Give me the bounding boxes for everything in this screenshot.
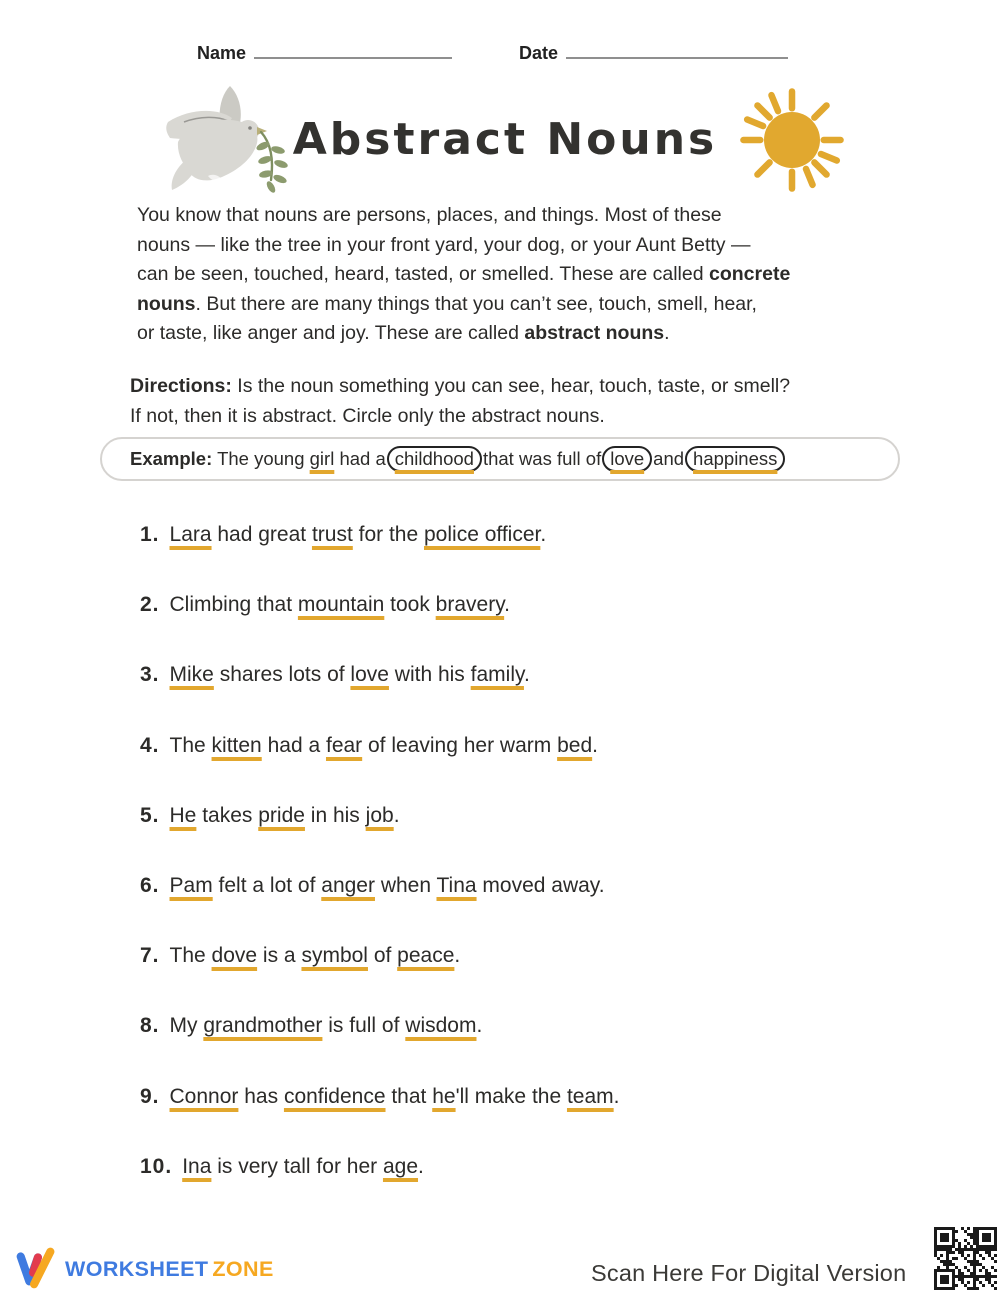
text-run: felt a lot of [212,873,322,897]
question-row [140,1082,620,1112]
question-text [170,520,547,550]
text-run: took [384,593,436,617]
sun-icon [736,84,848,196]
underlined-word: family [470,663,524,687]
underlined-word: fear [325,733,363,757]
question-number: 7. [140,944,160,968]
text-run: The young [212,447,310,469]
text-run: The [169,944,212,968]
question-row [140,941,620,971]
underlined-word: mountain [297,593,385,617]
text-run: . [592,733,598,757]
underlined-word: bed [557,733,593,757]
underlined-word: job [365,803,394,827]
question-row [140,801,620,831]
question-number: 3. [140,663,160,687]
text-run: can be seen, touched, heard, tasted, or smelled. These are called [137,263,709,286]
directions [130,371,790,431]
underlined-word: dove [211,944,258,968]
text-run: You know that nouns are persons, places, and things. Most of these [137,204,722,226]
text-run: that was full of [482,447,602,469]
question-number: 9. [140,1084,160,1108]
text-run: Climbing that [169,593,298,617]
underlined-word: Lara [169,523,212,546]
footer-logo [14,1243,274,1294]
date-label: Date [519,43,559,63]
underlined-word: kitten [211,733,262,757]
text-run: If not, then it is abstract. Circle only the abstract nouns. [130,405,605,427]
circled-word: childhood [387,446,482,472]
text-run: of [367,944,398,968]
underlined-word: he [432,1084,456,1108]
text-run: . [476,1014,483,1038]
question-text [170,660,530,690]
underlined-word: girl [309,447,335,469]
text-run: moved away. [476,873,605,897]
text-run: when [374,873,437,897]
question-row [140,1152,620,1182]
question-row [140,731,620,761]
question-text [170,590,510,620]
text-line [130,401,790,431]
text-run: . [523,663,530,687]
text-run: shares lots of [213,663,351,687]
text-run: of leaving her warm [362,733,558,757]
question-text [182,1152,424,1182]
question-number: 4. [140,733,160,757]
text-line [137,201,790,231]
text-line [130,371,790,401]
question-number: 1. [140,523,160,546]
underlined-word: Ina [182,1154,212,1178]
text-run: . [454,944,461,968]
underlined-word: police officer [424,523,541,546]
underlined-word: peace [397,944,455,968]
question-row [140,590,620,620]
brand-zone: ZONE [212,1257,274,1281]
text-run: for the [352,523,424,546]
text-run: concrete [709,263,791,286]
text-line [137,290,790,320]
text-run: Directions: [130,375,232,397]
underlined-word: wisdom [405,1014,477,1038]
qr-code [934,1227,997,1290]
question-row [140,660,620,690]
underlined-word: anger [321,873,375,897]
underlined-word: team [566,1084,614,1108]
text-run: with his [388,663,471,687]
underlined-word: He [169,803,197,827]
text-run: had a [334,447,386,469]
text-run: 'll make the [455,1084,567,1108]
text-run: is very tall for her [211,1154,383,1178]
question-row [140,1011,620,1041]
underlined-word: bravery [435,593,505,617]
text-run: The [169,733,212,757]
text-run: takes [196,803,259,827]
underlined-word: confidence [283,1084,386,1108]
scan-here-text: Scan Here For Digital Version [591,1260,907,1286]
underlined-word: Tina [436,873,477,897]
date-field [519,43,788,64]
text-run: . [418,1154,424,1178]
text-run: Is the noun something you can see, hear, touch, taste, or smell? [231,375,791,397]
example-box [100,437,900,481]
date-blank-line [566,44,788,59]
question-text [170,801,400,831]
text-run: and [653,447,685,469]
text-run: Example: [130,447,213,469]
text-run: nouns — like the tree in your front yard, your dog, or your Aunt Betty — [137,233,751,256]
text-run: . [504,593,510,617]
question-text [170,1011,483,1041]
underlined-word: pride [258,803,305,827]
question-text [170,941,461,971]
question-number: 8. [140,1014,160,1038]
question-number: 6. [140,873,160,897]
text-run: that [385,1084,433,1108]
text-run: . [393,803,400,827]
text-line [137,260,790,290]
underlined-word: age [382,1154,419,1178]
question-number: 5. [140,803,160,827]
underlined-word: Mike [169,663,214,687]
text-run: had a [261,733,326,757]
example-sentence [130,446,786,472]
intro-paragraph [137,201,790,349]
question-text [170,731,598,761]
question-row [140,871,620,901]
name-blank-line [254,44,452,59]
circled-word: happiness [685,446,785,472]
underlined-word: Connor [169,1084,239,1108]
brand-worksheet: WORKSHEET [65,1257,209,1281]
w-mark-icon [14,1243,58,1294]
circled-word: love [602,446,652,472]
question-number: 2. [140,593,160,617]
text-run: . But there are many things that you can’t see, touch, smell, hear, [195,292,757,315]
text-run: . [540,523,547,546]
text-run: is full of [322,1014,406,1038]
question-row [140,520,620,550]
underlined-word: symbol [301,944,368,968]
underlined-word: grandmother [203,1014,323,1038]
question-text [170,1082,620,1112]
text-run: nouns [137,292,196,315]
name-label: Name [197,43,247,63]
underlined-word: trust [311,523,353,546]
question-text [170,871,605,901]
worksheet-title: Abstract Nouns [292,114,718,165]
text-run: has [238,1084,284,1108]
name-field [197,43,452,64]
text-line [137,231,790,261]
text-run: . [664,322,670,345]
underlined-word: love [350,663,389,687]
underlined-word: Pam [169,873,213,897]
text-run: or taste, like anger and joy. These are called [137,322,525,345]
question-number: 10. [140,1154,173,1178]
text-line [137,319,790,349]
text-run: in his [304,803,366,827]
text-run: . [613,1084,620,1108]
text-run: My [169,1014,204,1038]
questions-list [140,520,620,1222]
text-run: is a [257,944,302,968]
text-run: abstract nouns [524,322,665,345]
text-run: had great [211,523,312,546]
